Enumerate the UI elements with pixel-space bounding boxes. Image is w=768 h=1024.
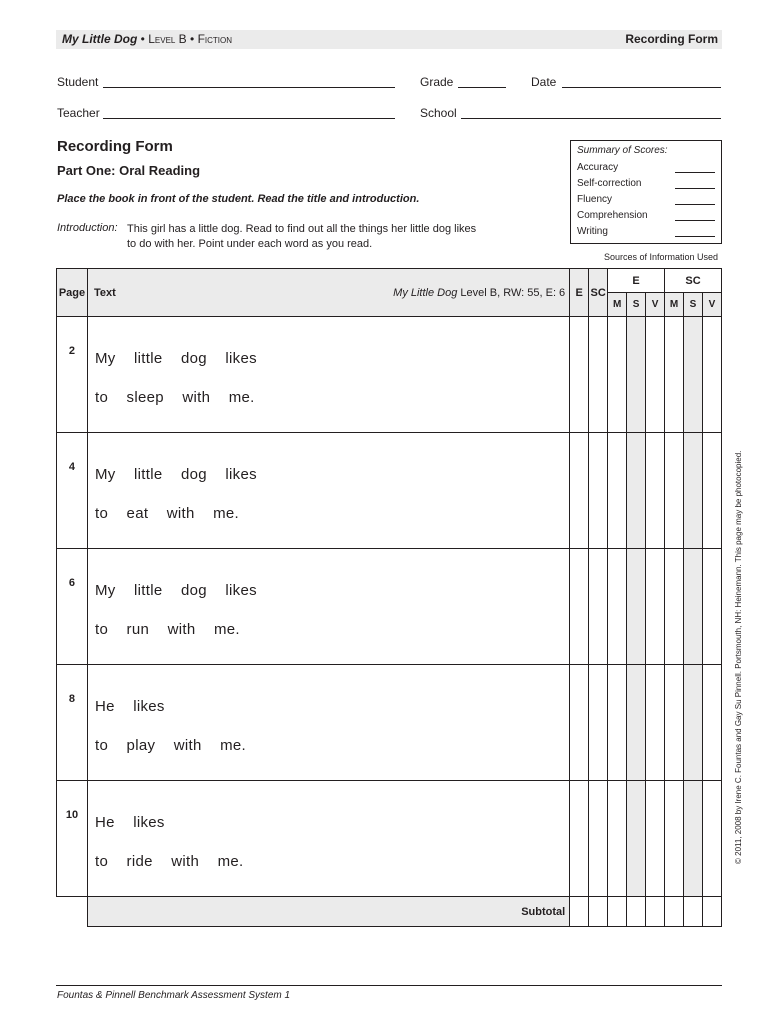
book-title: My Little Dog (62, 32, 138, 46)
footer-divider (56, 985, 722, 986)
score-cell[interactable] (608, 549, 627, 665)
score-cell[interactable] (608, 781, 627, 897)
score-cell[interactable] (646, 433, 665, 549)
score-cell[interactable] (570, 317, 589, 433)
score-cell[interactable] (665, 781, 684, 897)
score-cell[interactable] (665, 665, 684, 781)
score-cell[interactable] (589, 317, 608, 433)
score-cell[interactable] (684, 665, 703, 781)
table-row (57, 433, 722, 549)
summary-row (577, 205, 715, 221)
text-line: to eat with me. (94, 505, 240, 522)
text-cell (87, 433, 569, 549)
sub-m: M (608, 293, 627, 317)
school-label: School (420, 106, 457, 120)
group-e: E (608, 269, 665, 293)
score-cell[interactable] (627, 665, 646, 781)
score-cell[interactable] (570, 433, 589, 549)
table-row (57, 665, 722, 781)
score-cell[interactable] (627, 433, 646, 549)
score-cell[interactable] (589, 665, 608, 781)
summary-blank[interactable] (675, 179, 715, 189)
summary-blank[interactable] (675, 227, 715, 237)
summary-row (577, 221, 715, 237)
sub-v: V (646, 293, 665, 317)
group-sc: SC (665, 269, 722, 293)
score-cell[interactable] (627, 549, 646, 665)
score-cell[interactable] (684, 317, 703, 433)
text-line: to ride with me. (94, 853, 244, 870)
sub-s: S (684, 293, 703, 317)
sub-m: M (665, 293, 684, 317)
table-row (57, 317, 722, 433)
text-cell (87, 781, 569, 897)
form-name: Recording Form (625, 32, 718, 46)
score-cell[interactable] (608, 665, 627, 781)
summary-label: Self-correction (577, 178, 642, 189)
student-field[interactable] (103, 87, 395, 88)
subtotal-cell[interactable] (702, 897, 721, 927)
score-cell[interactable] (570, 549, 589, 665)
page-number: 10 (57, 781, 88, 897)
score-cell[interactable] (665, 317, 684, 433)
score-cell[interactable] (570, 665, 589, 781)
grade-field[interactable] (458, 87, 506, 88)
summary-of-scores (570, 140, 722, 244)
score-cell[interactable] (589, 549, 608, 665)
col-text-label: Text (93, 286, 116, 299)
score-cell[interactable] (684, 781, 703, 897)
text-cell (87, 665, 569, 781)
text-cell (87, 317, 569, 433)
score-cell[interactable] (646, 781, 665, 897)
subtotal-cell[interactable] (684, 897, 703, 927)
summary-row (577, 173, 715, 189)
col-page: Page (57, 269, 88, 317)
subtotal-spacer (57, 897, 88, 927)
table-row (57, 549, 722, 665)
score-cell[interactable] (646, 665, 665, 781)
score-cell[interactable] (589, 433, 608, 549)
meta-title: My Little Dog (393, 287, 458, 299)
intro-label: Introduction: (57, 222, 118, 234)
text-meta (393, 287, 565, 299)
subtotal-cell[interactable] (589, 897, 608, 927)
book-genre: Fiction (197, 32, 233, 46)
subtotal-cell[interactable] (627, 897, 646, 927)
text-line: My little dog likes (94, 582, 257, 599)
text-line: My little dog likes (94, 466, 257, 483)
school-field[interactable] (461, 118, 721, 119)
score-cell[interactable] (589, 781, 608, 897)
page-number: 8 (57, 665, 88, 781)
footer-text: Fountas & Pinnell Benchmark Assessment System 1 (57, 990, 291, 1001)
score-cell[interactable] (702, 781, 721, 897)
subtotal-cell[interactable] (665, 897, 684, 927)
date-label: Date (531, 75, 557, 89)
teacher-label: Teacher (57, 106, 100, 120)
table-row (57, 781, 722, 897)
score-cell[interactable] (608, 433, 627, 549)
col-sc: SC (589, 269, 608, 317)
text-line: My little dog likes (94, 350, 257, 367)
grade-label: Grade (420, 75, 454, 89)
part-heading: Part One: Oral Reading (57, 163, 201, 178)
summary-label: Comprehension (577, 210, 648, 221)
teacher-field[interactable] (103, 118, 395, 119)
sub-v: V (702, 293, 721, 317)
summary-row (577, 189, 715, 205)
separator: • (190, 32, 195, 46)
header-bar (56, 30, 722, 49)
score-cell[interactable] (702, 317, 721, 433)
recording-table (56, 268, 722, 927)
meta-rest: Level B, RW: 55, E: 6 (460, 287, 566, 299)
copyright-notice: © 2011, 2008 by Irene C. Fountas and Gay Su Pinnell. Portsmouth, NH: Heinemann. This page may be photocopied. (734, 450, 743, 864)
score-cell[interactable] (646, 317, 665, 433)
summary-label: Fluency (577, 194, 613, 205)
score-cell[interactable] (684, 433, 703, 549)
separator: • (140, 32, 145, 46)
intro-text: This girl has a little dog. Read to find out all the things her little dog likes to do with her. Point under each word as you read. (127, 223, 477, 250)
date-field[interactable] (562, 87, 721, 88)
instruction: Place the book in front of the student. Read the title and introduction. (57, 193, 420, 205)
summary-blank[interactable] (675, 195, 715, 205)
book-level: Level B (148, 32, 187, 46)
score-cell[interactable] (608, 317, 627, 433)
subtotal-cell[interactable] (570, 897, 589, 927)
text-line: to play with me. (94, 737, 246, 754)
subtotal-cell[interactable] (608, 897, 627, 927)
score-cell[interactable] (702, 665, 721, 781)
subtotal-cell[interactable] (646, 897, 665, 927)
summary-row (577, 157, 715, 173)
sub-s: S (627, 293, 646, 317)
text-cell (87, 549, 569, 665)
subtotal-row (57, 897, 722, 927)
col-e: E (570, 269, 589, 317)
page-number: 2 (57, 317, 88, 433)
summary-label: Writing (577, 226, 608, 237)
page-number: 4 (57, 433, 88, 549)
score-cell[interactable] (627, 781, 646, 897)
score-cell[interactable] (665, 549, 684, 665)
page-title: Recording Form (57, 138, 173, 155)
sources-label: Sources of Information Used (603, 252, 718, 262)
score-cell[interactable] (665, 433, 684, 549)
summary-blank[interactable] (675, 211, 715, 221)
summary-blank[interactable] (675, 163, 715, 173)
score-cell[interactable] (627, 317, 646, 433)
subtotal-label: Subtotal (87, 897, 569, 927)
score-cell[interactable] (702, 549, 721, 665)
student-label: Student (57, 75, 99, 89)
summary-title: Summary of Scores: (577, 145, 668, 156)
col-text (87, 269, 569, 317)
score-cell[interactable] (684, 549, 703, 665)
score-cell[interactable] (646, 549, 665, 665)
text-line: to sleep with me. (94, 389, 255, 406)
text-line: He likes (94, 814, 165, 831)
text-line: to run with me. (94, 621, 240, 638)
summary-label: Accuracy (577, 162, 619, 173)
page-number: 6 (57, 549, 88, 665)
score-cell[interactable] (702, 433, 721, 549)
header-book-info (62, 32, 232, 46)
text-line: He likes (94, 698, 165, 715)
score-cell[interactable] (570, 781, 589, 897)
